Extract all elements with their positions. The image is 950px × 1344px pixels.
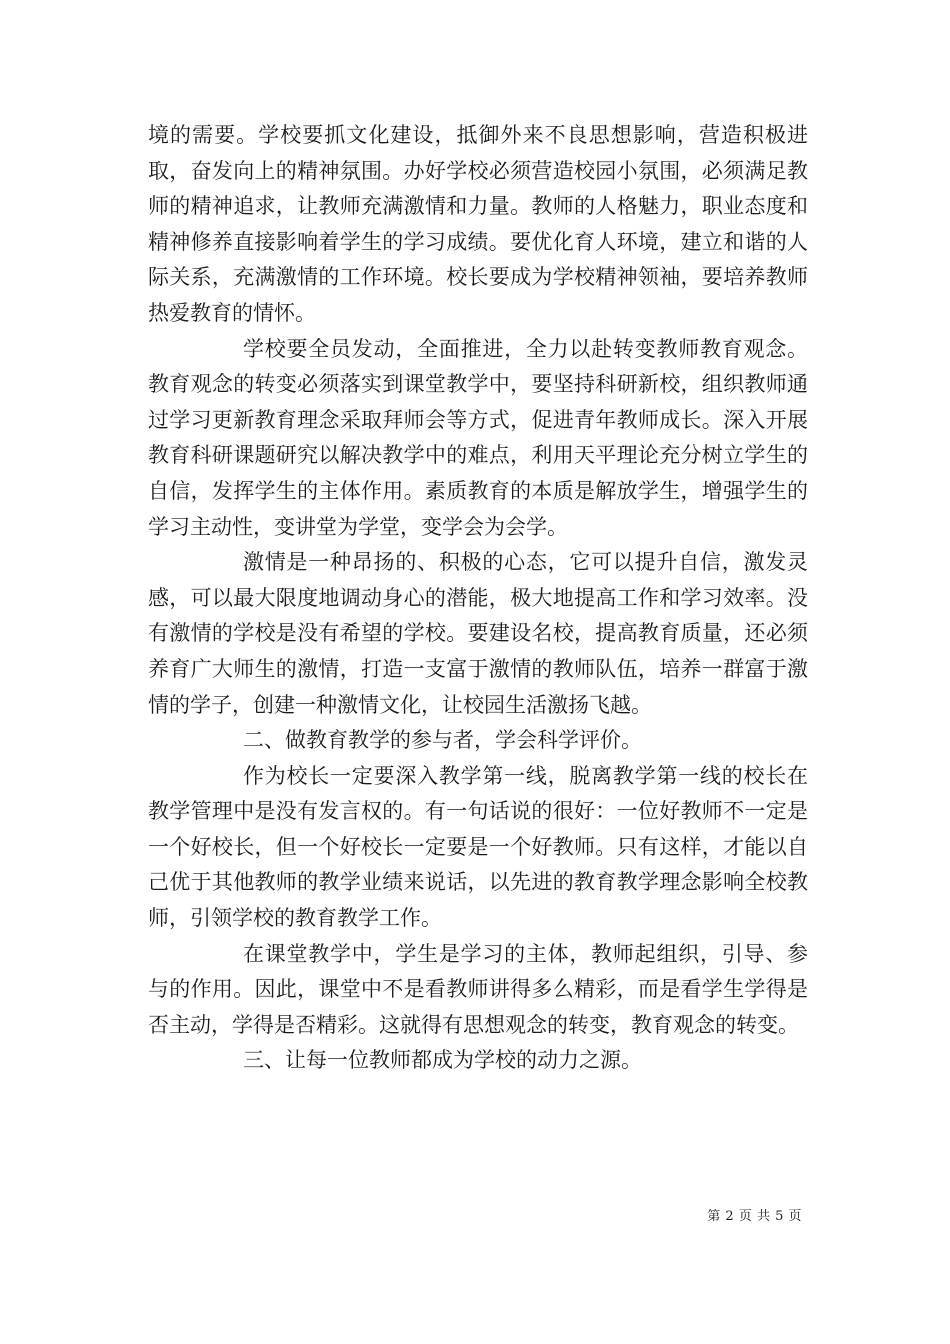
paragraph: 学校要全员发动，全面推进，全力以赴转变教师教育观念。教育观念的转变必须落实到课堂教学中，要坚持科研新校，组织教师通过学习更新教育理念采取拜师会等方式，促进青年教师成长。深入开展教育科研课题研究以解决教学中的难点，利用天平理论充分树立学生的自信，发挥学生的主体作用。素质教育的本质是解放学生，增强学生的学习主动性，变讲堂为学堂，变学会为会学。 [148, 336, 808, 539]
document-body [148, 118, 808, 1079]
page-number-footer: 第 2 页 共 5 页 [707, 1209, 802, 1224]
section-heading: 三、让每一位教师都成为学校的动力之源。 [243, 1048, 642, 1073]
paragraph: 作为校长一定要深入教学第一线，脱离教学第一线的校长在教学管理中是没有发言权的。有一句话说的很好：一位好教师不一定是一个好校长，但一个好校长一定要是一个好教师。只有这样，才能以自己优于其他教师的教学业绩来说话，以先进的教育教学理念影响全校教师，引领学校的教育教学工作。 [148, 763, 808, 931]
paragraph: 在课堂教学中，学生是学习的主体，教师起组织，引导、参与的作用。因此，课堂中不是看教师讲得多么精彩，而是看学生学得是否主动，学得是否精彩。这就得有思想观念的转变，教育观念的转变。 [148, 941, 808, 1037]
paragraph-continuation: 境的需要。学校要抓文化建设，抵御外来不良思想影响，营造积极进取，奋发向上的精神氛围。办好学校必须营造校园小氛围，必须满足教师的精神追求，让教师充满激情和力量。教师的人格魅力，职业态度和精神修养直接影响着学生的学习成绩。要优化育人环境，建立和谐的人际关系，充满激情的工作环境。校长要成为学校精神领袖，要培养教师热爱教育的情怀。 [148, 123, 808, 325]
section-heading: 二、做教育教学的参与者，学会科学评价。 [243, 728, 642, 753]
paragraph: 激情是一种昂扬的、积极的心态，它可以提升自信，激发灵感，可以最大限度地调动身心的潜能，极大地提高工作和学习效率。没有激情的学校是没有希望的学校。要建设名校，提高教育质量，还必须养育广大师生的激情，打造一支富于激情的教师队伍，培养一群富于激情的学子，创建一种激情文化，让校园生活激扬飞越。 [148, 550, 808, 717]
